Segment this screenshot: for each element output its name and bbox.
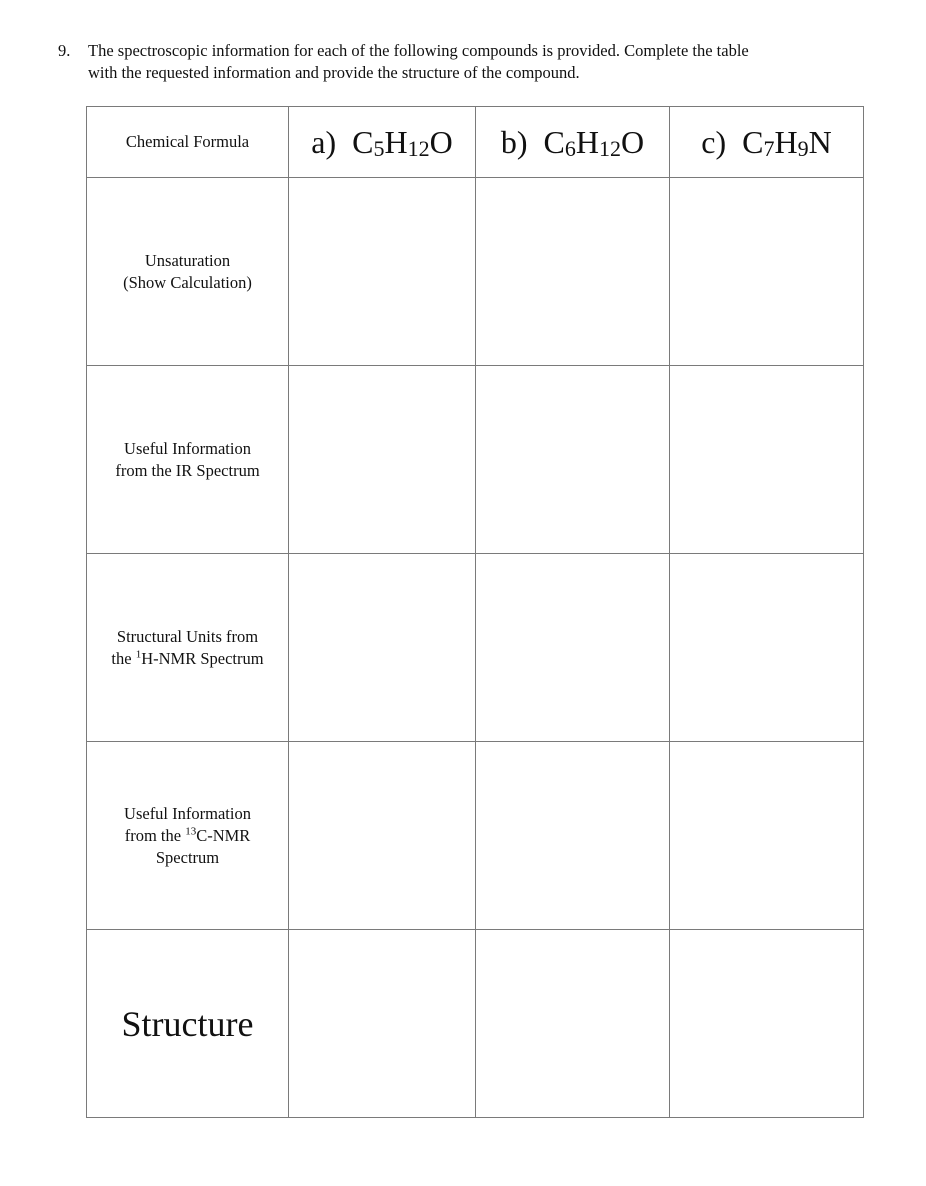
- hnmr-label: Structural Units from the $^1$H-NMR Spectrum: [111, 626, 264, 668]
- formula-cell-c: [670, 107, 864, 178]
- answer-cell-b[interactable]: [476, 178, 670, 366]
- row-label-cell: [87, 930, 289, 1118]
- row-label-cell: [87, 178, 289, 366]
- chemical-formula-label: Chemical Formula: [125, 132, 250, 151]
- answer-cell-b[interactable]: [476, 366, 670, 554]
- unsaturation-label: Unsaturation (Show Calculation): [123, 250, 252, 292]
- formula-cell-b: [476, 107, 670, 178]
- answer-cell-c[interactable]: [670, 930, 864, 1118]
- answer-cell-c[interactable]: [670, 178, 864, 366]
- ir-label: Useful Information from the IR Spectrum: [115, 438, 260, 480]
- unsaturation-row: [87, 178, 864, 366]
- answer-cell-a[interactable]: [289, 366, 476, 554]
- formula-cell-a: [289, 107, 476, 178]
- question-text: [88, 40, 878, 84]
- answer-cell-b[interactable]: [476, 742, 670, 930]
- answer-cell-c[interactable]: [670, 554, 864, 742]
- answer-cell-c[interactable]: [670, 742, 864, 930]
- question-line-1: The spectroscopic information for each of the following compounds is provided. Complete the table: [88, 41, 749, 60]
- chemical-formula-row: [87, 107, 864, 178]
- question-number: 9.: [58, 41, 71, 60]
- answer-cell-a[interactable]: [289, 930, 476, 1118]
- formula-c: c) $C_7H_9N$: [701, 124, 832, 161]
- ir-row: [87, 366, 864, 554]
- structure-row: [87, 930, 864, 1118]
- formula-b: b) $C_6H_{12}O$: [500, 124, 645, 161]
- hnmr-row: [87, 554, 864, 742]
- worksheet-table: [86, 106, 864, 1118]
- formula-a: a) $C_5H_{12}O$: [311, 124, 453, 161]
- structure-label: Structure: [121, 1003, 254, 1044]
- question-line-2: with the requested information and provide the structure of the compound.: [88, 63, 580, 82]
- answer-cell-a[interactable]: [289, 742, 476, 930]
- cnmr-label: Useful Information from the $^{13}$C-NMR Spectrum: [124, 803, 251, 867]
- cnmr-row: [87, 742, 864, 930]
- answer-cell-c[interactable]: [670, 366, 864, 554]
- row-label-cell: [87, 554, 289, 742]
- answer-cell-b[interactable]: [476, 554, 670, 742]
- row-label-cell: [87, 742, 289, 930]
- answer-cell-a[interactable]: [289, 554, 476, 742]
- answer-cell-a[interactable]: [289, 178, 476, 366]
- answer-cell-b[interactable]: [476, 930, 670, 1118]
- row-label-cell: [87, 107, 289, 178]
- row-label-cell: [87, 366, 289, 554]
